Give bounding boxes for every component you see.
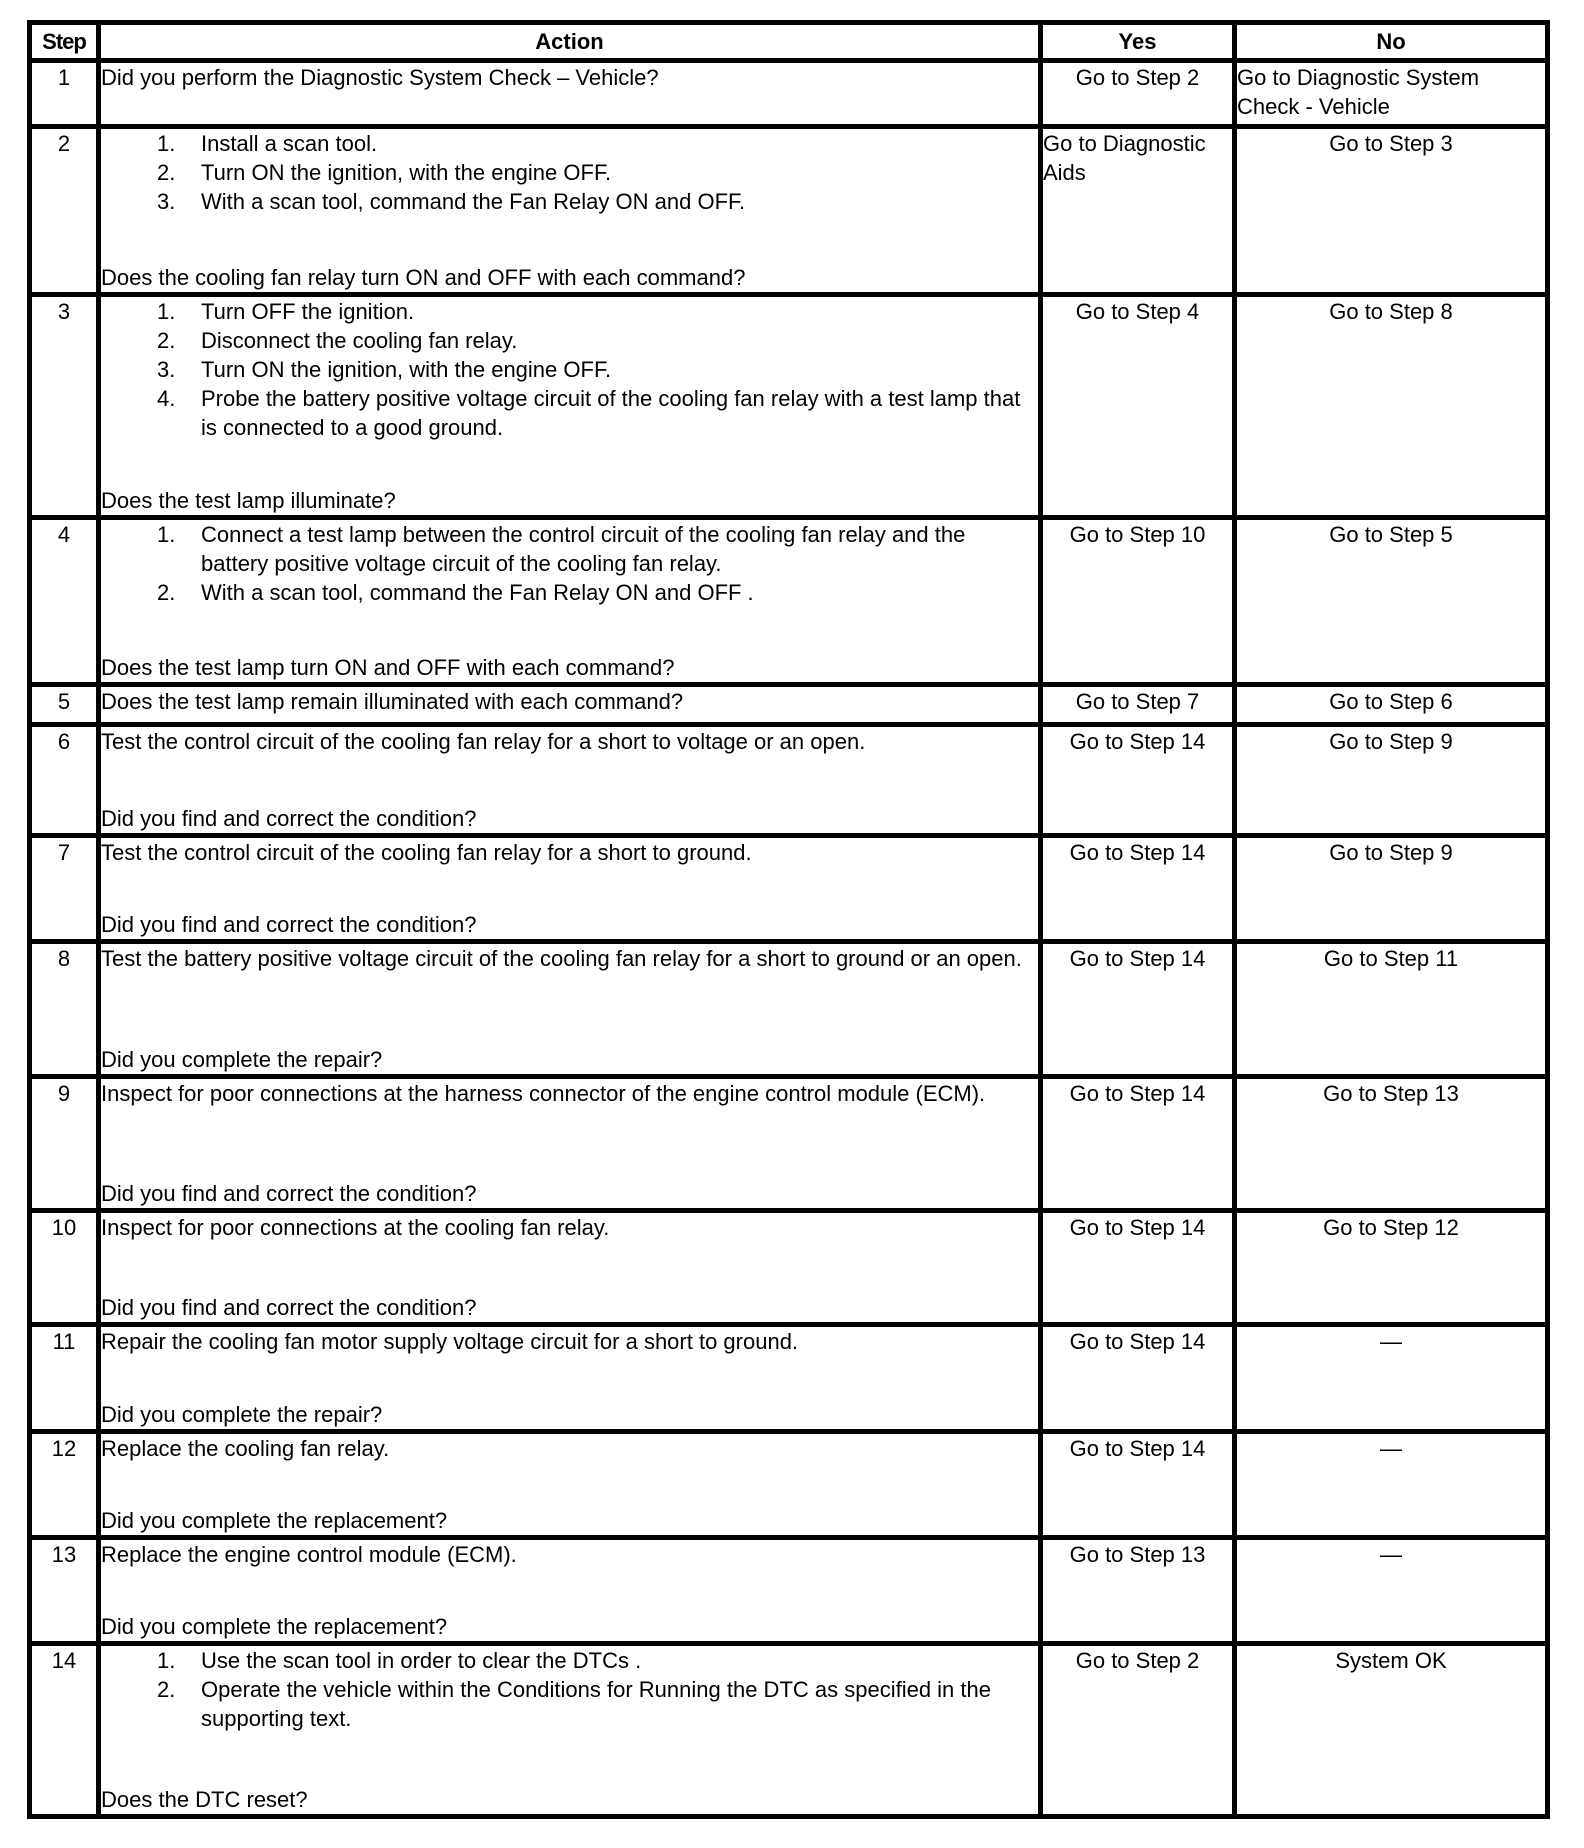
- yes-answer: Go to Diagnostic Aids: [1041, 127, 1235, 295]
- substep-number: 2.: [157, 1677, 176, 1702]
- yes-answer: Go to Step 14: [1041, 1325, 1235, 1432]
- action-cell: [99, 1644, 1041, 1817]
- substep-item: [101, 1675, 1038, 1733]
- table-row: [30, 61, 1548, 127]
- header-action: Action: [99, 23, 1041, 61]
- no-answer: Go to Step 13: [1235, 1077, 1548, 1211]
- substep-number: 2.: [157, 160, 176, 185]
- action-cell: [99, 61, 1041, 127]
- action-cell: [99, 836, 1041, 942]
- action-cell: [99, 1538, 1041, 1644]
- action-text: Repair the cooling fan motor supply voltage circuit for a short to ground.: [101, 1329, 799, 1354]
- action-content: [101, 687, 1038, 722]
- yes-answer: Go to Step 4: [1041, 295, 1235, 518]
- table-body: [30, 61, 1548, 1817]
- table-row: [30, 1538, 1548, 1644]
- substep-text: Turn ON the ignition, with the engine OFF.: [201, 160, 612, 185]
- table-row: [30, 725, 1548, 836]
- action-cell: [99, 295, 1041, 518]
- no-answer: Go to Step 9: [1235, 836, 1548, 942]
- yes-answer: Go to Step 14: [1041, 836, 1235, 942]
- step-number: 5: [30, 685, 99, 725]
- action-instructions: [101, 520, 1038, 607]
- action-question: Did you complete the replacement?: [101, 1508, 448, 1533]
- no-answer: Go to Step 6: [1235, 685, 1548, 725]
- substep-text: Disconnect the cooling fan relay.: [201, 328, 518, 353]
- no-answer: —: [1235, 1325, 1548, 1432]
- step-number: 13: [30, 1538, 99, 1644]
- step-number: 8: [30, 942, 99, 1077]
- substep-list: [101, 297, 1038, 442]
- action-content: [101, 129, 1038, 292]
- action-content: [101, 838, 1038, 939]
- substep-number: 1.: [157, 1648, 176, 1673]
- action-instructions: [101, 838, 1038, 867]
- substep-number: 3.: [157, 357, 176, 382]
- substep-item: [101, 355, 1038, 384]
- substep-number: 2.: [157, 580, 176, 605]
- action-content: [101, 1079, 1038, 1208]
- action-text: Test the control circuit of the cooling fan relay for a short to ground.: [101, 840, 752, 865]
- table-row: [30, 1211, 1548, 1325]
- action-content: [101, 297, 1038, 515]
- action-question: Does the cooling fan relay turn ON and OFF with each command?: [101, 265, 746, 290]
- table-row: [30, 518, 1548, 685]
- step-number: 10: [30, 1211, 99, 1325]
- action-text: Replace the cooling fan relay.: [101, 1436, 390, 1461]
- substep-item: [101, 326, 1038, 355]
- substep-text: Probe the battery positive voltage circuit of the cooling fan relay with a test lamp that is connected to a good ground.: [201, 386, 1021, 440]
- action-content: [101, 63, 1038, 124]
- yes-answer: Go to Step 13: [1041, 1538, 1235, 1644]
- action-instructions: [101, 1327, 1038, 1356]
- no-answer: —: [1235, 1538, 1548, 1644]
- action-instructions: [101, 1079, 1038, 1108]
- action-question: Did you find and correct the condition?: [101, 1295, 477, 1320]
- substep-item: [101, 384, 1038, 442]
- step-number: 1: [30, 61, 99, 127]
- action-content: [101, 1327, 1038, 1429]
- action-cell: [99, 685, 1041, 725]
- step-number: 9: [30, 1077, 99, 1211]
- action-question: Does the DTC reset?: [101, 1787, 308, 1812]
- no-answer: System OK: [1235, 1644, 1548, 1817]
- substep-list: [101, 129, 1038, 216]
- no-answer: Go to Step 3: [1235, 127, 1548, 295]
- substep-number: 3.: [157, 189, 176, 214]
- action-content: [101, 1540, 1038, 1641]
- substep-text: With a scan tool, command the Fan Relay ON and OFF.: [201, 189, 746, 214]
- action-cell: [99, 1325, 1041, 1432]
- table-row: [30, 295, 1548, 518]
- header-step: Step: [30, 23, 99, 61]
- substep-number: 1.: [157, 522, 176, 547]
- action-text: Inspect for poor connections at the cooling fan relay.: [101, 1215, 610, 1240]
- substep-list: [101, 520, 1038, 607]
- action-text: Did you perform the Diagnostic System Check – Vehicle?: [101, 65, 659, 90]
- substep-number: 1.: [157, 299, 176, 324]
- no-answer: —: [1235, 1432, 1548, 1538]
- substep-text: Turn OFF the ignition.: [201, 299, 415, 324]
- substep-text: With a scan tool, command the Fan Relay ON and OFF .: [201, 580, 754, 605]
- yes-answer: Go to Step 14: [1041, 725, 1235, 836]
- no-answer: Go to Step 9: [1235, 725, 1548, 836]
- action-question: Did you find and correct the condition?: [101, 806, 477, 831]
- substep-text: Connect a test lamp between the control circuit of the cooling fan relay and the battery positive voltage circuit of the cooling fan relay.: [201, 522, 966, 576]
- table-row: [30, 1432, 1548, 1538]
- substep-number: 4.: [157, 386, 176, 411]
- action-instructions: [101, 1434, 1038, 1463]
- substep-number: 2.: [157, 328, 176, 353]
- action-question: Did you find and correct the condition?: [101, 1181, 477, 1206]
- step-number: 2: [30, 127, 99, 295]
- step-number: 4: [30, 518, 99, 685]
- diagnostic-table: [27, 20, 1550, 1819]
- action-cell: [99, 1211, 1041, 1325]
- action-cell: [99, 1432, 1041, 1538]
- action-instructions: [101, 944, 1038, 973]
- substep-item: [101, 129, 1038, 158]
- action-cell: [99, 725, 1041, 836]
- action-instructions: [101, 1646, 1038, 1733]
- substep-list: [101, 1646, 1038, 1733]
- table-row: [30, 1077, 1548, 1211]
- substep-item: [101, 1646, 1038, 1675]
- action-cell: [99, 1077, 1041, 1211]
- table-row: [30, 1644, 1548, 1817]
- step-number: 11: [30, 1325, 99, 1432]
- table-row: [30, 127, 1548, 295]
- action-text: Inspect for poor connections at the harness connector of the engine control module (ECM).: [101, 1081, 986, 1106]
- action-content: [101, 1646, 1038, 1814]
- table-row: [30, 836, 1548, 942]
- action-text: Replace the engine control module (ECM).: [101, 1542, 517, 1567]
- action-instructions: [101, 63, 1038, 92]
- action-text: Does the test lamp remain illuminated with each command?: [101, 689, 684, 714]
- action-content: [101, 727, 1038, 833]
- yes-answer: Go to Step 14: [1041, 1077, 1235, 1211]
- yes-answer: Go to Step 14: [1041, 1211, 1235, 1325]
- action-instructions: [101, 129, 1038, 216]
- action-question: Did you complete the repair?: [101, 1047, 383, 1072]
- action-question: Did you complete the replacement?: [101, 1614, 448, 1639]
- header-yes: Yes: [1041, 23, 1235, 61]
- action-content: [101, 1213, 1038, 1322]
- action-question: Did you find and correct the condition?: [101, 912, 477, 937]
- step-number: 14: [30, 1644, 99, 1817]
- table-row: [30, 942, 1548, 1077]
- action-question: Did you complete the repair?: [101, 1402, 383, 1427]
- action-text: Test the battery positive voltage circuit of the cooling fan relay for a short to ground or an open.: [101, 946, 1022, 971]
- no-answer: Go to Diagnostic System Check - Vehicle: [1235, 61, 1548, 127]
- no-answer: Go to Step 11: [1235, 942, 1548, 1077]
- step-number: 12: [30, 1432, 99, 1538]
- action-instructions: [101, 1213, 1038, 1242]
- action-cell: [99, 518, 1041, 685]
- action-instructions: [101, 297, 1038, 442]
- action-content: [101, 1434, 1038, 1535]
- action-instructions: [101, 687, 1038, 716]
- yes-answer: Go to Step 2: [1041, 1644, 1235, 1817]
- yes-answer: Go to Step 14: [1041, 942, 1235, 1077]
- substep-item: [101, 297, 1038, 326]
- header-no: No: [1235, 23, 1548, 61]
- action-cell: [99, 127, 1041, 295]
- action-instructions: [101, 727, 1038, 756]
- substep-item: [101, 158, 1038, 187]
- table-row: [30, 685, 1548, 725]
- yes-answer: Go to Step 14: [1041, 1432, 1235, 1538]
- yes-answer: Go to Step 2: [1041, 61, 1235, 127]
- substep-text: Use the scan tool in order to clear the DTCs .: [201, 1648, 642, 1673]
- no-answer: Go to Step 12: [1235, 1211, 1548, 1325]
- no-answer: Go to Step 8: [1235, 295, 1548, 518]
- action-question: Does the test lamp turn ON and OFF with each command?: [101, 655, 675, 680]
- action-instructions: [101, 1540, 1038, 1569]
- substep-item: [101, 187, 1038, 216]
- no-answer: Go to Step 5: [1235, 518, 1548, 685]
- substep-item: [101, 578, 1038, 607]
- action-content: [101, 520, 1038, 682]
- action-content: [101, 944, 1038, 1074]
- step-number: 7: [30, 836, 99, 942]
- header-row: [30, 23, 1548, 61]
- action-question: Does the test lamp illuminate?: [101, 488, 396, 513]
- substep-text: Operate the vehicle within the Conditions for Running the DTC as specified in the supporting text.: [201, 1677, 991, 1731]
- yes-answer: Go to Step 10: [1041, 518, 1235, 685]
- substep-number: 1.: [157, 131, 176, 156]
- step-number: 3: [30, 295, 99, 518]
- table-row: [30, 1325, 1548, 1432]
- action-cell: [99, 942, 1041, 1077]
- step-number: 6: [30, 725, 99, 836]
- substep-text: Turn ON the ignition, with the engine OFF.: [201, 357, 612, 382]
- action-text: Test the control circuit of the cooling fan relay for a short to voltage or an open.: [101, 729, 866, 754]
- substep-text: Install a scan tool.: [201, 131, 378, 156]
- substep-item: [101, 520, 1038, 578]
- yes-answer: Go to Step 7: [1041, 685, 1235, 725]
